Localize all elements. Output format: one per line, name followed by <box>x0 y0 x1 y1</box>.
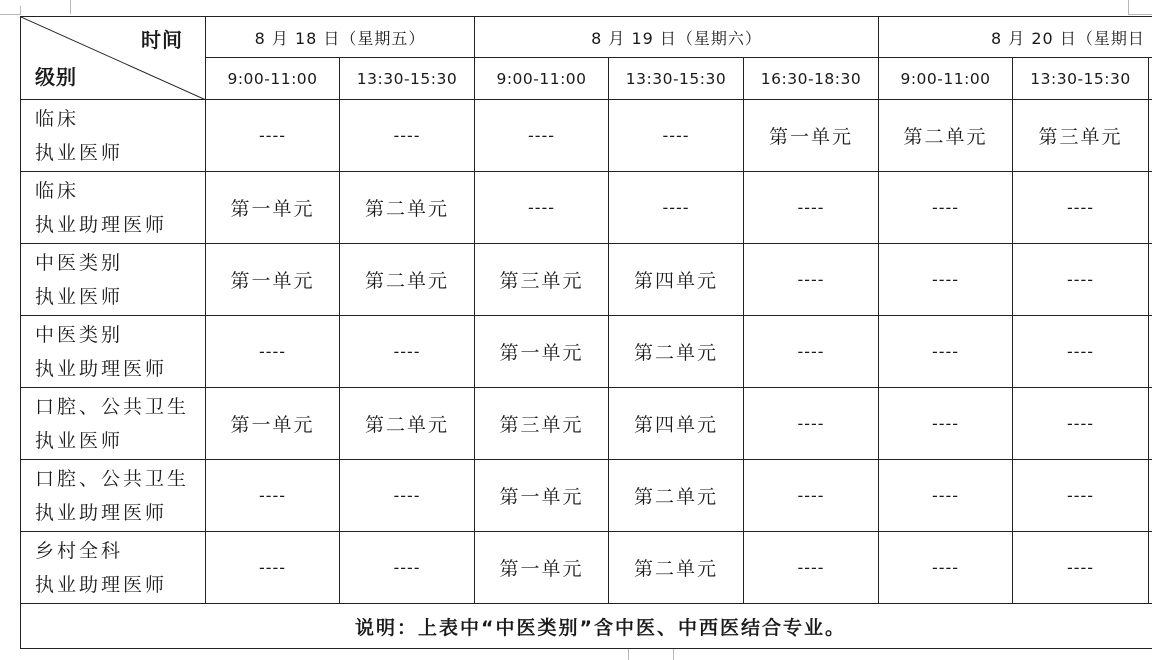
level-category: 临床 <box>35 174 205 208</box>
schedule-cell: ---- <box>1013 388 1149 460</box>
schedule-cell: ---- <box>879 388 1013 460</box>
date-header-row <box>21 17 1152 58</box>
row-level-label <box>21 532 206 604</box>
level-qualification: 执业助理医师 <box>35 568 205 602</box>
schedule-cell: 第三单元 <box>475 388 609 460</box>
table-row <box>21 172 1152 244</box>
schedule-cell: ---- <box>475 100 609 172</box>
schedule-cell: ---- <box>340 100 475 172</box>
level-qualification: 执业医师 <box>35 280 205 314</box>
time-slot-header: 16:30-18:30 <box>744 58 879 100</box>
time-slot-header: 13:30-15:30 <box>1013 58 1149 100</box>
level-category: 口腔、公共卫生 <box>35 390 205 424</box>
schedule-cell: ---- <box>206 532 340 604</box>
level-category: 中医类别 <box>35 318 205 352</box>
time-slot-header: 9:00-11:00 <box>475 58 609 100</box>
schedule-cell: ---- <box>206 316 340 388</box>
note-row <box>21 604 1152 649</box>
schedule-cell: 第一单元 <box>475 532 609 604</box>
schedule-cell: ---- <box>1013 460 1149 532</box>
schedule-cell: 第一单元 <box>206 172 340 244</box>
schedule-cell: ---- <box>879 532 1013 604</box>
table-row <box>21 244 1152 316</box>
schedule-cell: ---- <box>744 316 879 388</box>
row-level-label <box>21 100 206 172</box>
schedule-cell: 第四单元 <box>609 388 744 460</box>
level-qualification: 执业助理医师 <box>35 208 205 242</box>
schedule-cell: ---- <box>340 316 475 388</box>
level-category: 乡村全科 <box>35 534 205 568</box>
row-level-label <box>21 172 206 244</box>
time-slot-header: 9:00-11:00 <box>879 58 1013 100</box>
time-slot-header: 9:00-11:00 <box>206 58 340 100</box>
schedule-cell: 第一单元 <box>475 316 609 388</box>
crop-mark <box>70 0 72 14</box>
level-axis-label: 级别 <box>35 61 77 90</box>
schedule-cell: 第二单元 <box>609 460 744 532</box>
crop-mark <box>628 648 674 660</box>
schedule-cell: ---- <box>744 172 879 244</box>
schedule-cell: ---- <box>1013 316 1149 388</box>
table-row <box>21 532 1152 604</box>
time-slot-header-overflow <box>1149 58 1152 100</box>
schedule-cell: 第三单元 <box>1013 100 1149 172</box>
schedule-cell: 第四单元 <box>609 244 744 316</box>
row-level-label <box>21 388 206 460</box>
overflow-cell <box>1149 244 1152 316</box>
exam-schedule-table <box>20 16 1152 649</box>
schedule-cell: 第一单元 <box>475 460 609 532</box>
schedule-cell: 第二单元 <box>340 388 475 460</box>
overflow-cell <box>1149 100 1152 172</box>
level-qualification: 执业医师 <box>35 424 205 458</box>
schedule-cell: 第三单元 <box>475 244 609 316</box>
schedule-cell: ---- <box>340 460 475 532</box>
table-row <box>21 388 1152 460</box>
schedule-cell: ---- <box>879 316 1013 388</box>
schedule-cell: ---- <box>879 244 1013 316</box>
time-slot-header: 13:30-15:30 <box>340 58 475 100</box>
schedule-cell: ---- <box>744 244 879 316</box>
row-level-label <box>21 244 206 316</box>
schedule-cell: ---- <box>340 532 475 604</box>
schedule-cell: ---- <box>744 532 879 604</box>
date-header-aug20: 8 月 20 日（星期日 <box>879 17 1152 58</box>
schedule-cell: 第二单元 <box>340 172 475 244</box>
level-qualification: 执业助理医师 <box>35 496 205 530</box>
schedule-cell: 第二单元 <box>879 100 1013 172</box>
schedule-cell: ---- <box>879 172 1013 244</box>
schedule-cell: ---- <box>879 460 1013 532</box>
table-row <box>21 316 1152 388</box>
schedule-cell: 第一单元 <box>744 100 879 172</box>
schedule-cell: 第二单元 <box>609 316 744 388</box>
overflow-cell <box>1149 172 1152 244</box>
schedule-cell: 第一单元 <box>206 244 340 316</box>
schedule-cell: ---- <box>1013 532 1149 604</box>
level-category: 临床 <box>35 102 205 136</box>
schedule-cell: 第一单元 <box>206 388 340 460</box>
level-qualification: 执业医师 <box>35 136 205 170</box>
row-level-label <box>21 316 206 388</box>
overflow-cell <box>1149 532 1152 604</box>
table-row <box>21 100 1152 172</box>
schedule-cell: ---- <box>1013 244 1149 316</box>
schedule-cell: ---- <box>609 172 744 244</box>
time-axis-label: 时间 <box>141 24 183 53</box>
overflow-cell <box>1149 460 1152 532</box>
crop-mark <box>1128 0 1130 14</box>
schedule-cell: ---- <box>475 172 609 244</box>
table-row <box>21 460 1152 532</box>
table-note: 说明：上表中“中医类别”含中医、中西医结合专业。 <box>21 604 1152 649</box>
overflow-cell <box>1149 316 1152 388</box>
schedule-cell: 第二单元 <box>340 244 475 316</box>
overflow-cell <box>1149 388 1152 460</box>
level-qualification: 执业助理医师 <box>35 352 205 386</box>
schedule-cell: ---- <box>1013 172 1149 244</box>
level-category: 中医类别 <box>35 246 205 280</box>
row-level-label <box>21 460 206 532</box>
corner-header-cell <box>21 17 206 100</box>
date-header-aug19: 8 月 19 日（星期六） <box>475 17 879 58</box>
date-header-aug18: 8 月 18 日（星期五） <box>206 17 475 58</box>
schedule-cell: ---- <box>609 100 744 172</box>
crop-mark <box>0 6 21 15</box>
level-category: 口腔、公共卫生 <box>35 462 205 496</box>
schedule-cell: ---- <box>206 460 340 532</box>
schedule-cell: 第二单元 <box>609 532 744 604</box>
time-slot-header: 13:30-15:30 <box>609 58 744 100</box>
schedule-cell: ---- <box>744 388 879 460</box>
schedule-cell: ---- <box>206 100 340 172</box>
schedule-cell: ---- <box>744 460 879 532</box>
